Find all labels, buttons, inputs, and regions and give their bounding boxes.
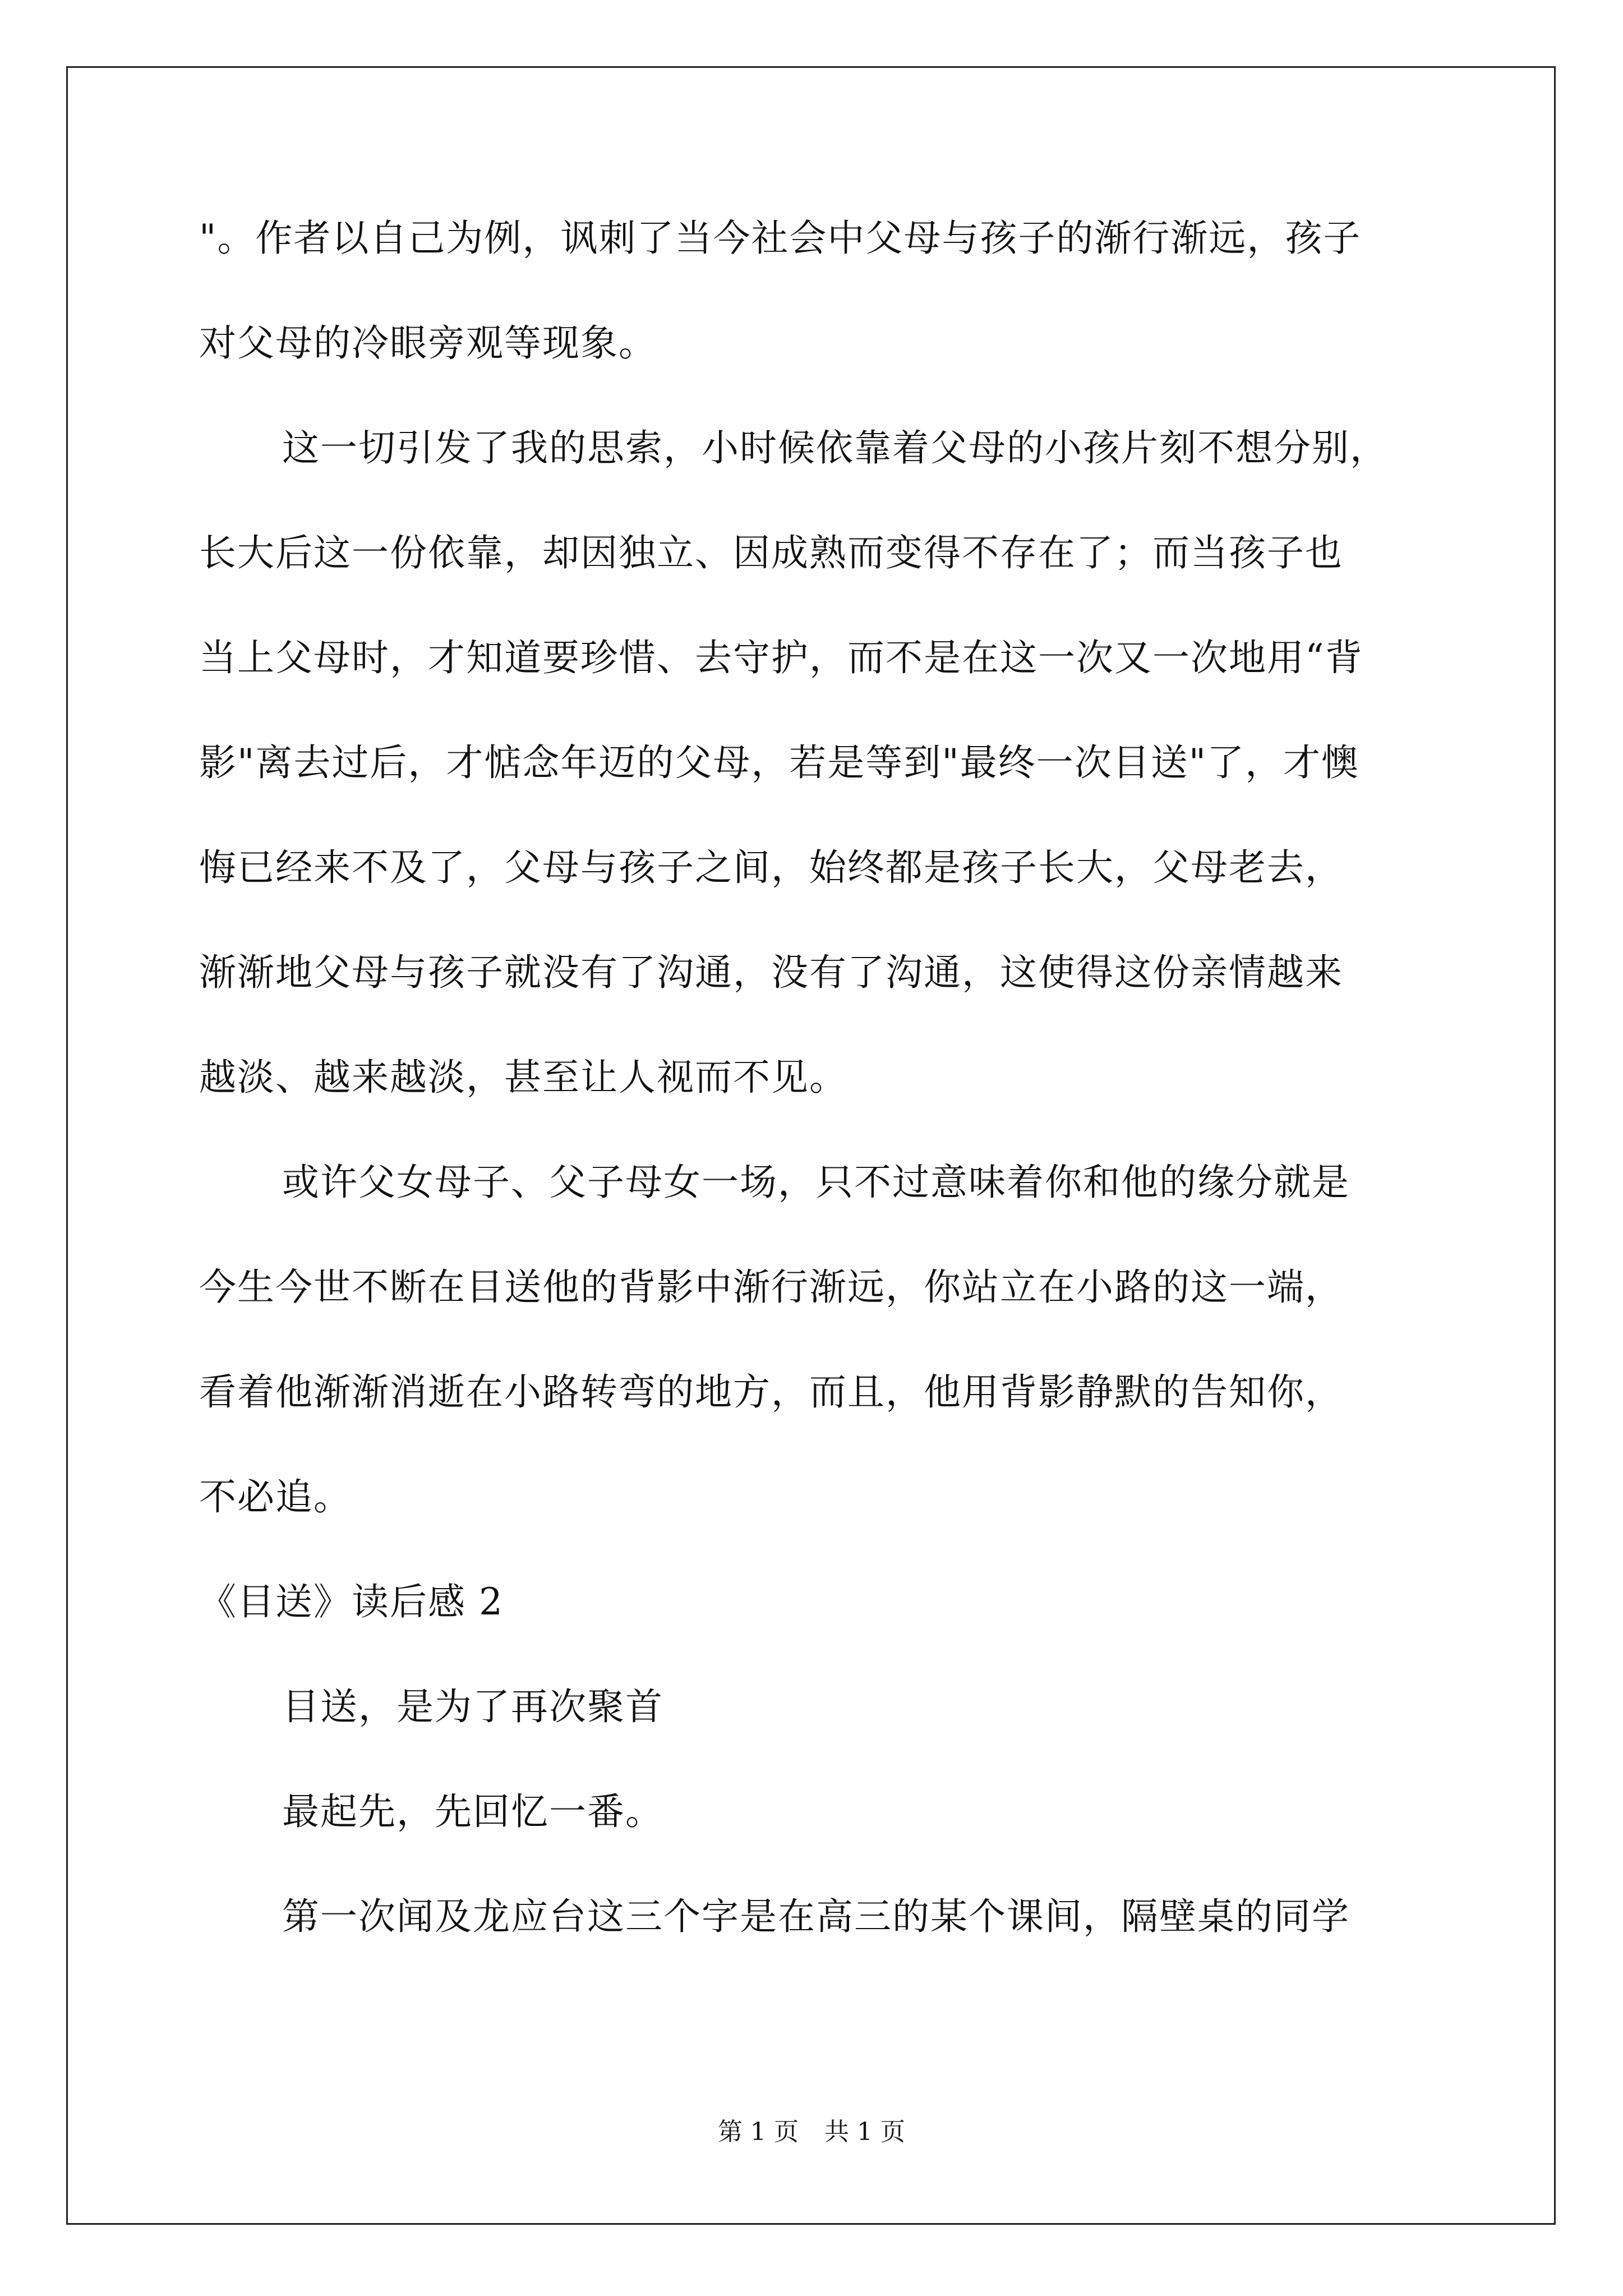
page-footer: [0, 2116, 1623, 2148]
text-line-2: 对父母的冷眼旁观等现象。: [199, 321, 657, 365]
text-line-5: 当上父母时，才知道要珍惜、去守护，而不是在这一次又一次地用“背: [199, 636, 1363, 679]
document-body: [199, 213, 1444, 1996]
text-line-7: 悔已经来不及了，父母与孩子之间，始终都是孩子长大，父母老去，: [199, 846, 1343, 889]
text-line-17: 第一次闻及龙应台这三个字是在高三的某个课间，隔壁桌的同学: [282, 1895, 1350, 1938]
text-line-4: 长大后这一份依靠，却因独立、因成熟而变得不存在了；而当孩子也: [199, 531, 1343, 574]
page-number-current: 第 1 页: [718, 2118, 799, 2146]
section-heading: 《目送》读后感 2: [199, 1580, 504, 1623]
text-line-16: 最起先，先回忆一番。: [282, 1790, 663, 1833]
text-line-15: 目送，是为了再次聚首: [282, 1685, 663, 1728]
text-line-3: 这一切引发了我的思索，小时候依靠着父母的小孩片刻不想分别，: [282, 426, 1388, 470]
page-number-total: 共 1 页: [824, 2118, 905, 2146]
text-line-8: 渐渐地父母与孩子就没有了沟通，没有了沟通，这使得这份亲情越来: [199, 951, 1343, 994]
text-line-9: 越淡、越来越淡，甚至让人视而不见。: [199, 1056, 847, 1099]
text-line-12: 看着他渐渐消逝在小路转弯的地方，而且，他用背影静默的告知你，: [199, 1370, 1343, 1414]
text-line-6: 影"离去过后，才惦念年迈的父母，若是等到"最终一次目送"了，才懊: [199, 741, 1360, 784]
text-line-13: 不必追。: [199, 1475, 352, 1519]
text-line-11: 今生今世不断在目送他的背影中渐行渐远，你站立在小路的这一端，: [199, 1266, 1343, 1309]
text-line-10: 或许父女母子、父子母女一场，只不过意味着你和他的缘分就是: [282, 1161, 1350, 1204]
text-line-1: "。作者以自己为例，讽刺了当今社会中父母与孩子的渐行渐远，孩子: [199, 217, 1362, 260]
